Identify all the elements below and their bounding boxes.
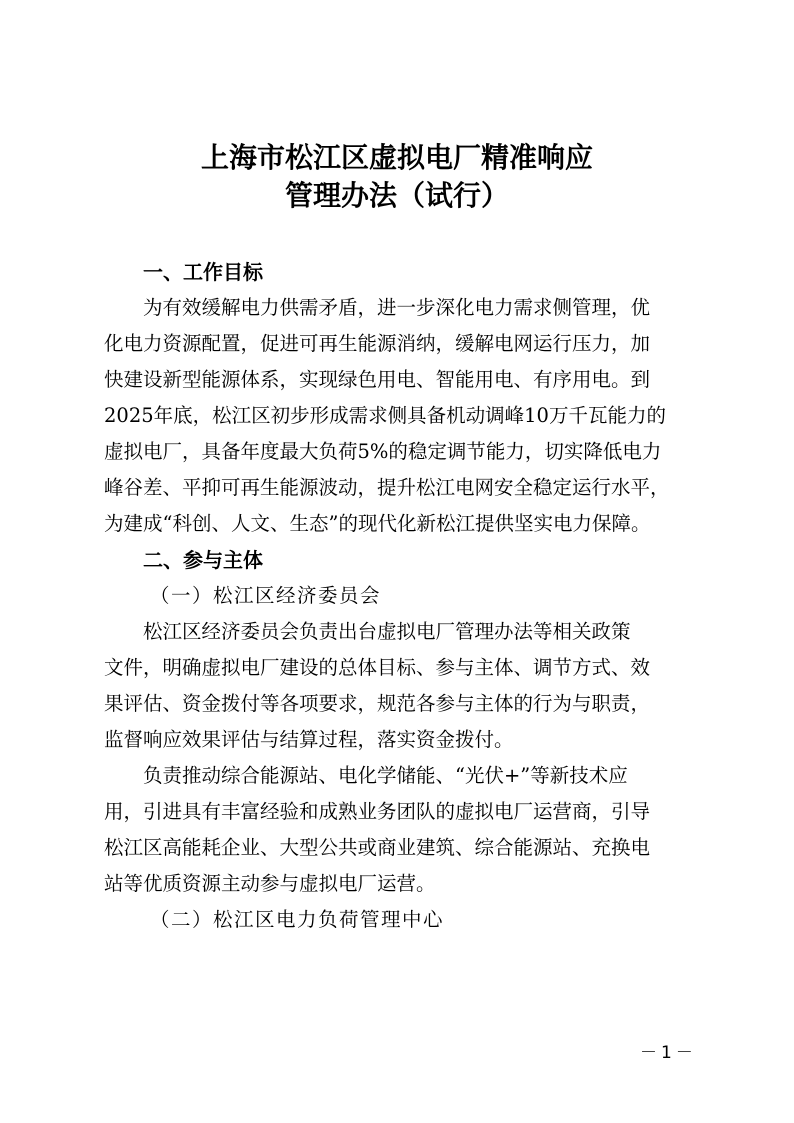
paragraph-line: 负责推动综合能源站、电化学储能、“光伏+”等新技术应 — [143, 764, 628, 787]
document-title-line-1: 上海市松江区虚拟电厂精准响应 — [200, 141, 593, 174]
paragraph-line: 站等优质资源主动参与虚拟电厂运营。 — [104, 872, 436, 895]
section-heading-participants: 二、参与主体 — [143, 548, 263, 572]
paragraph-line: 2025年底，松江区初步形成需求侧具备机动调峰10万千瓦能力的 — [104, 404, 666, 427]
paragraph-line: 松江区高能耗企业、大型公共或商业建筑、综合能源站、充换电 — [104, 836, 651, 859]
paragraph-line: 果评估、资金拨付等各项要求，规范各参与主体的行为与职责， — [104, 692, 651, 715]
paragraph-line: 峰谷差、平抑可再生能源波动，提升松江电网安全稳定运行水平， — [104, 476, 670, 499]
paragraph-line: 为有效缓解电力供需矛盾，进一步深化电力需求侧管理，优 — [143, 296, 651, 319]
paragraph-line: 快建设新型能源体系，实现绿色用电、智能用电、有序用电。到 — [104, 368, 651, 391]
paragraph-line: 松江区经济委员会负责出台虚拟电厂管理办法等相关政策 — [143, 620, 631, 643]
paragraph-line: 监督响应效果评估与结算过程，落实资金拨付。 — [104, 728, 514, 751]
paragraph-line: 为建成“科创、人文、生态”的现代化新松江提供坚实电力保障。 — [104, 512, 651, 535]
paragraph-line: 虚拟电厂，具备年度最大负荷5%的稳定调节能力，切实降低电力 — [104, 440, 662, 463]
paragraph-line: 用，引进具有丰富经验和成熟业务团队的虚拟电厂运营商，引导 — [104, 800, 651, 823]
subsection-heading-load-management-center: （二）松江区电力负荷管理中心 — [150, 908, 445, 931]
paragraph-line: 化电力资源配置，促进可再生能源消纳，缓解电网运行压力，加 — [104, 332, 651, 355]
subsection-heading-economic-committee: （一）松江区经济委员会 — [150, 584, 382, 607]
paragraph-line: 文件，明确虚拟电厂建设的总体目标、参与主体、调节方式、效 — [104, 656, 651, 679]
section-heading-work-goals: 一、工作目标 — [143, 260, 263, 284]
document-title-line-2: 管理办法（试行） — [284, 179, 509, 212]
page-number: －1－ — [640, 1043, 697, 1063]
